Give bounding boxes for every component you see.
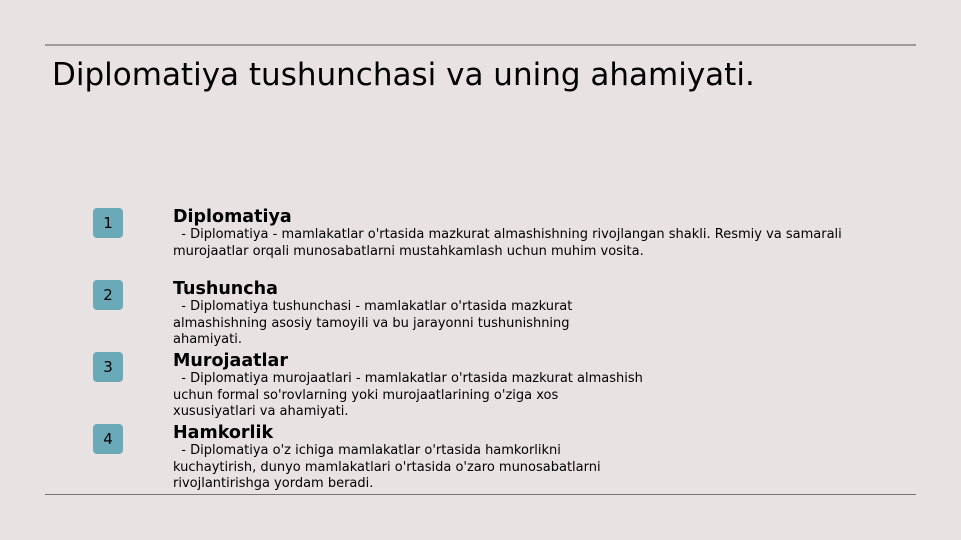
slide-title: Diplomatiya tushunchasi va uning ahamiyati. xyxy=(52,57,755,93)
item-description: - Diplomatiya murojaatlari - mamlakatlar o'rtasida mazkurat almashish uchun formal so'rovlarning yoki murojaatlarining o'ziga xos xususiyatlari va ahamiyati. xyxy=(173,371,648,419)
item-title: Diplomatiya xyxy=(173,207,292,227)
item-description: - Diplomatiya - mamlakatlar o'rtasida mazkurat almashishning rivojlangan shakli. Resmiy va samarali murojaatlar orqali munosabatlarni mustahkamlash uchun muhim vosita. xyxy=(173,227,846,259)
item-title: Tushuncha xyxy=(173,279,278,299)
number-badge: 3 xyxy=(93,352,123,382)
item-title: Hamkorlik xyxy=(173,423,274,443)
number-badge: 4 xyxy=(93,424,123,454)
number-badge: 1 xyxy=(93,208,123,238)
number-badge: 2 xyxy=(93,280,123,310)
item-description: - Diplomatiya o'z ichiga mamlakatlar o'rtasida hamkorlikni kuchaytirish, dunyo mamlakatlari o'rtasida o'zaro munosabatlarni rivojlantirishga yordam beradi. xyxy=(173,443,605,491)
item-description: - Diplomatiya tushunchasi - mamlakatlar o'rtasida mazkurat almashishning asosiy tamoyili va bu jarayonni tushunishning ahamiyati. xyxy=(173,299,577,347)
top-divider xyxy=(45,44,916,46)
bottom-divider xyxy=(45,494,916,495)
item-title: Murojaatlar xyxy=(173,351,288,371)
